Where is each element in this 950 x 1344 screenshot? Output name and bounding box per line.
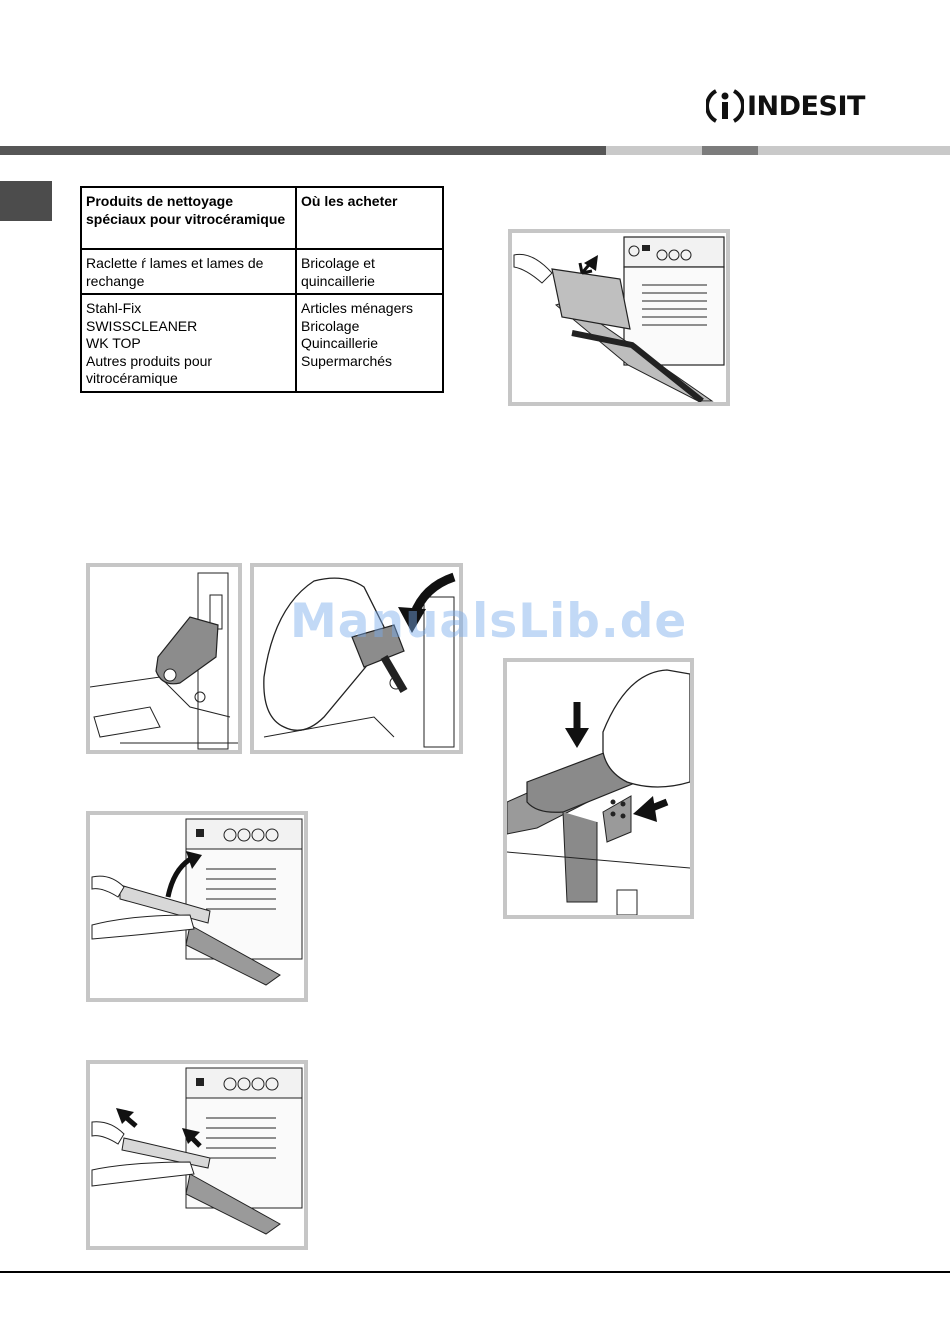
table-cell-where [296,249,443,294]
cell-text: SWISSCLEANER [86,317,198,334]
brand-logo [706,84,876,128]
cell-text: Raclette ŕ lames et lames de rechange [86,255,264,289]
cell-text: Autres produits pour vitrocéramique [86,352,213,386]
header-band-light [606,146,702,155]
cell-text: Quincaillerie [301,335,379,351]
hinge-figure [86,563,242,754]
watermark: ManualsLib.de [290,594,688,649]
hinge-lever-figure [250,563,463,754]
table-row [81,249,443,294]
table-row [81,294,443,392]
cell-text: Articles ménagers [301,300,414,316]
door-hinge-icon [90,567,238,750]
table-cell-product [81,294,296,392]
glass-panel-figure [508,229,730,406]
oven-door-remove-icon [90,1064,304,1246]
table-header-row [81,187,443,249]
door-remove-figure [86,1060,308,1250]
brand-name: INDESIT [747,90,865,122]
header-band-dark [0,146,606,155]
door-clip-icon [507,662,690,915]
cell-text: Stahl-Fix [86,300,142,316]
table-cell-where [296,294,443,392]
glass-panel-icon [512,233,726,402]
table-header-products: Produits de nettoyage spéciaux pour vitrocéramique [81,187,296,249]
cleaning-products-table [80,186,444,393]
clip-figure [503,658,694,919]
header-band-mid [702,146,758,155]
footer-rule [0,1271,950,1273]
table-cell-product [81,249,296,294]
cell-text: WK TOP [86,335,141,351]
cell-text: Supermarchés [301,352,393,369]
oven-door-lift-icon [90,815,304,998]
header-band-light-end [758,146,950,155]
table-header-where: Où les acheter [296,187,443,249]
door-lift-figure [86,811,308,1002]
section-tab-marker [0,181,52,221]
cell-text: Bricolage [301,317,360,334]
indesit-logo-icon [706,85,744,127]
cell-text: Bricolage et quincaillerie [301,255,375,289]
